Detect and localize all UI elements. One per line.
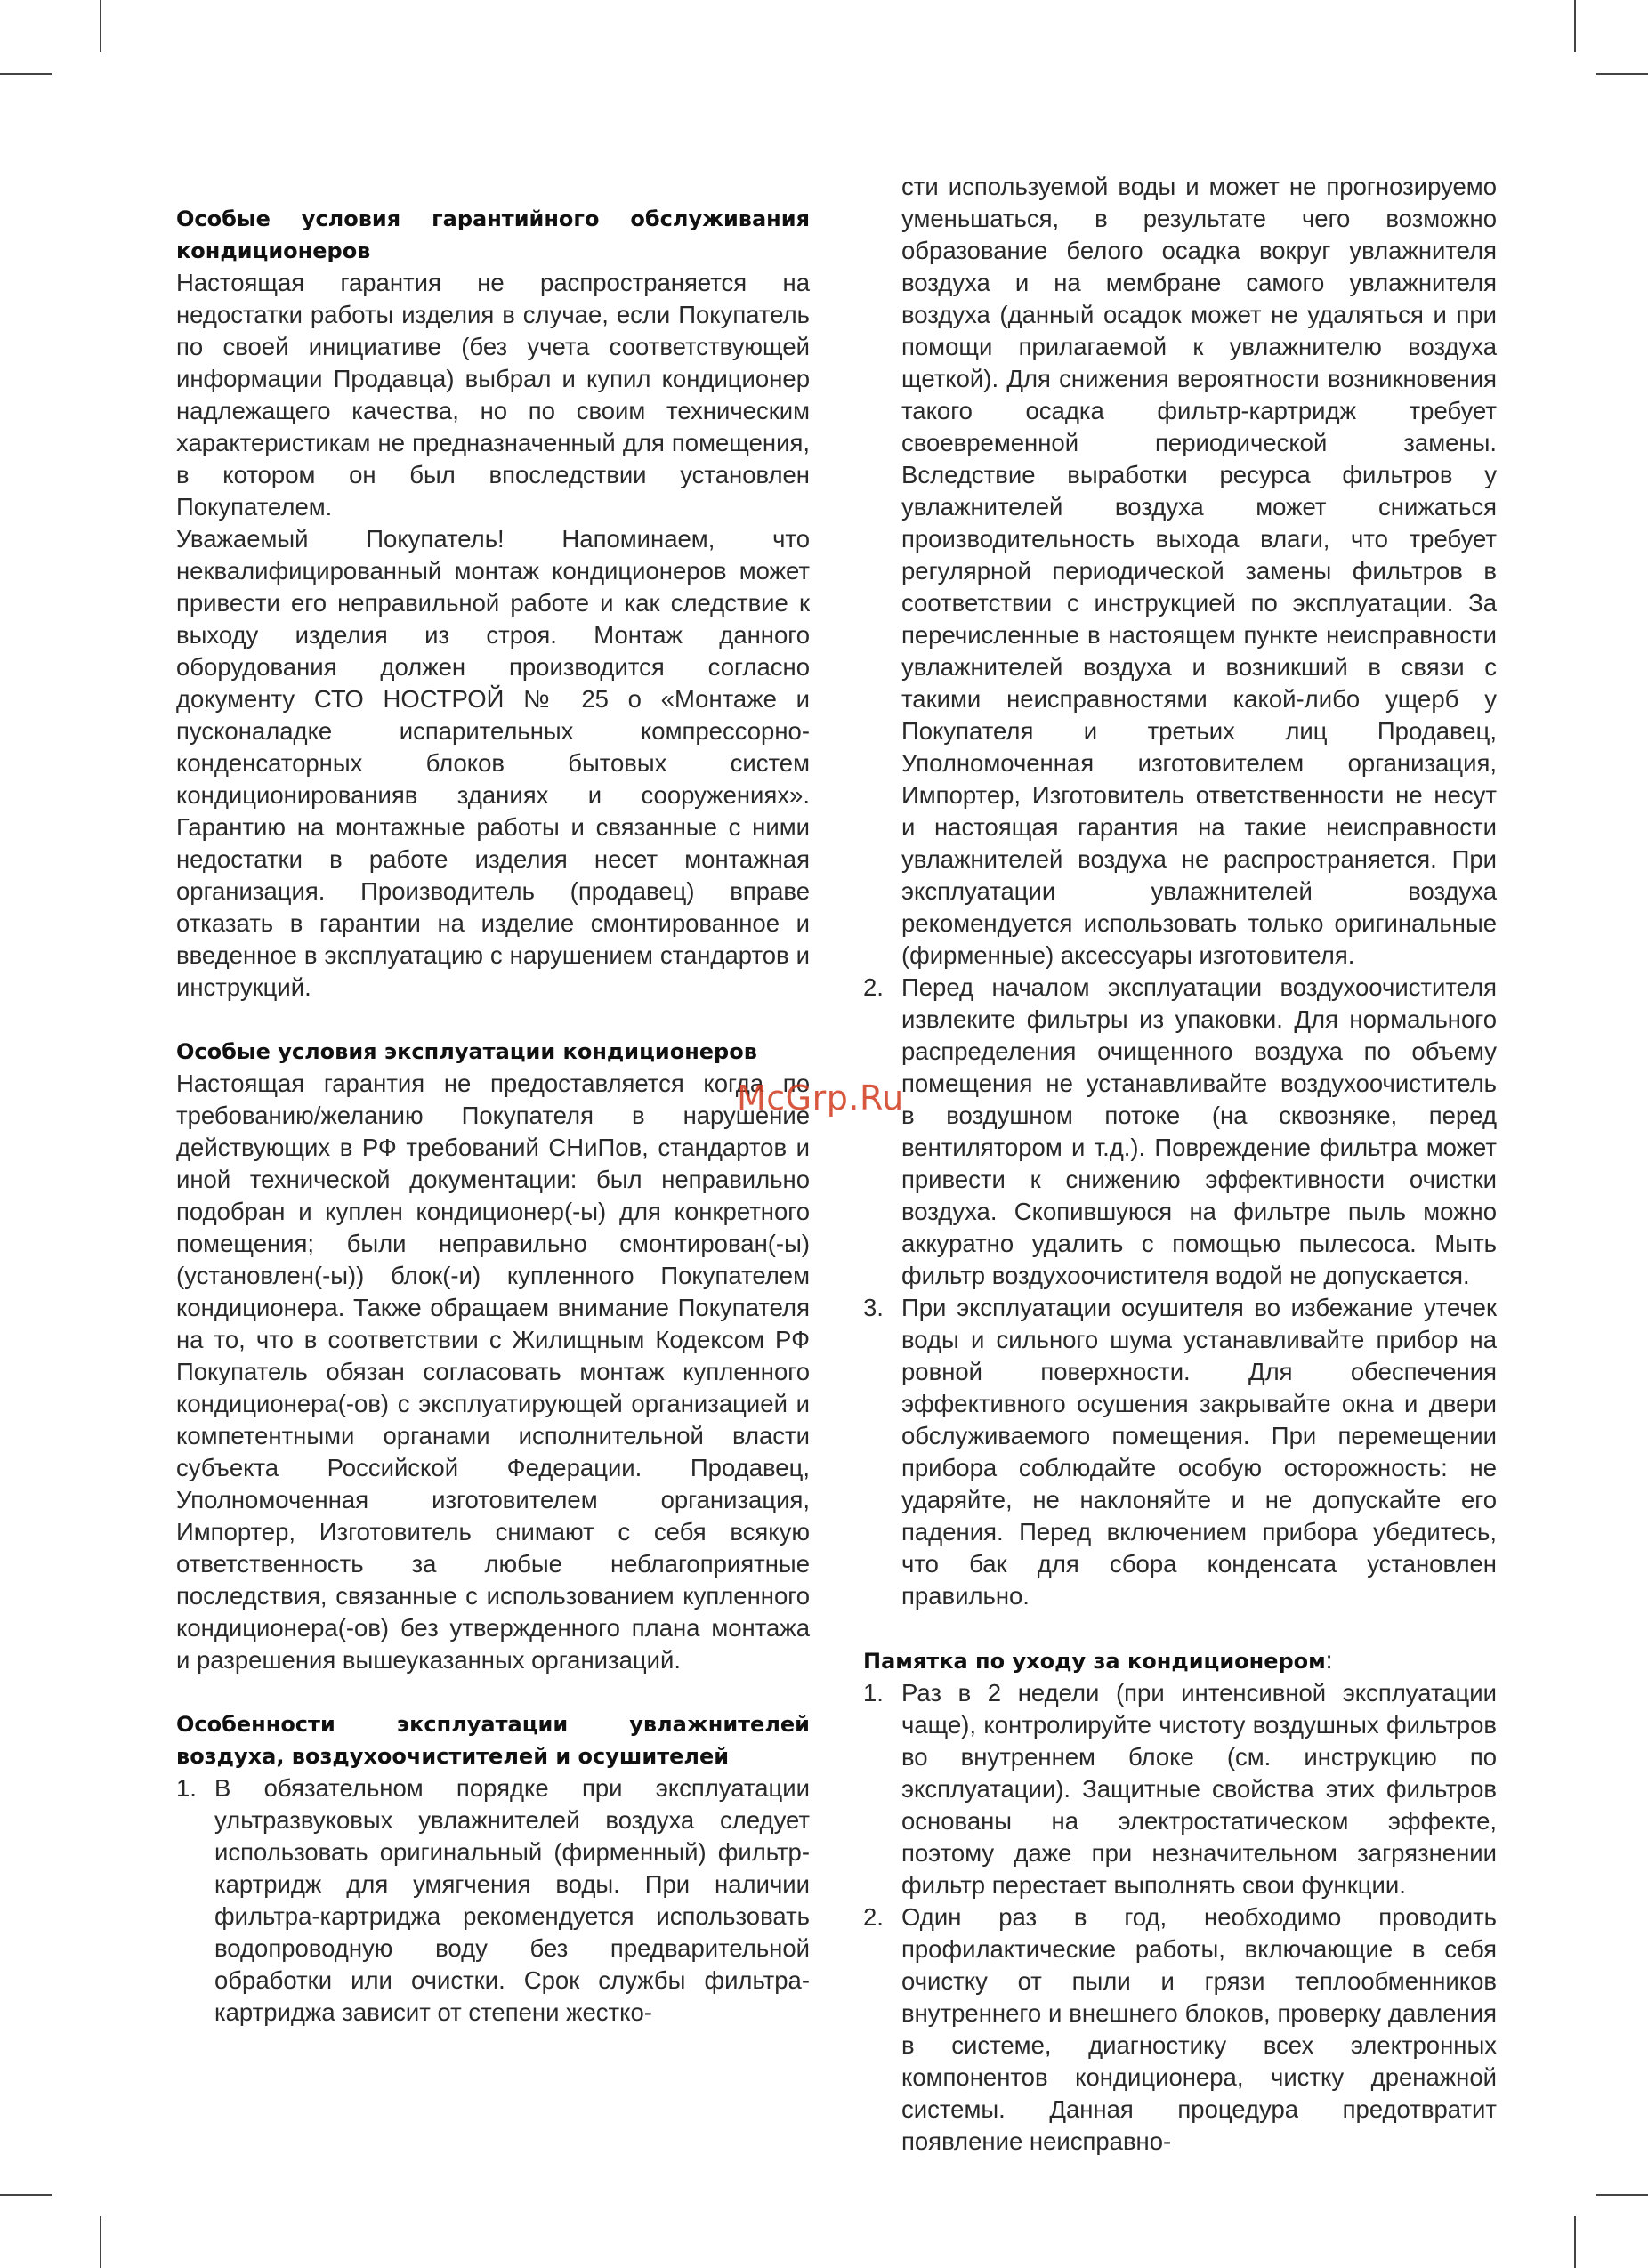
list-number: 2. bbox=[863, 973, 884, 1001]
paragraph-operation-conditions: Настоящая гарантия не предоставляется когда по требованию/желанию Покупателя в нарушение действующих в РФ требований СНиПов, стандартов и иной технической документации: был неправильно подобран и куплен кондиционер(-ы) для конкретного помещения; были неправильно смонтирован(-ы) (установлен(-ы)) блок(-и) купленного Покупателем кондиционера. Также обращаем внимание Покупателя на то, что в соответствии с Жилищным Кодексом РФ Покупатель обязан согласовать монтаж купленного кондиционера(-ов) с эксплуатирующей организацией и компетентными органами исполнительной власти субъекта Российской Федерации. Продавец, Уполномоченная изготовителем организация, Импортер, Изготовитель снимают с себя всякую ответственность за любые неблагоприятные последствия, связанные с использованием купленного кондиционера(-ов) без утвержденного плана монтажа и разрешения вышеуказанных организаций. bbox=[176, 1069, 810, 1674]
list-number: 1. bbox=[176, 1774, 197, 1802]
section-heading-care-memo bbox=[863, 1644, 1497, 1677]
list-item-text: Перед началом эксплуатации воздухоочистителя извлеките фильтры из упаковки. Для нормального распределения очищенного воздуха по объему помещения не устанавливайте воздухоочиститель в воздушном потоке (на сквозняке, перед вентилятором и т.д.). Повреждение фильтра может привести к снижению эффективности очистки воздуха. Скопившуюся на фильтре пыль можно аккуратно удалить с помощью пылесоса. Мыть фильтр воздухоочистителя водой не допускается. bbox=[901, 973, 1497, 1289]
crop-mark-top-left bbox=[100, 0, 101, 52]
list-item-continuation: сти используемой воды и может не прогнозируемо уменьшаться, в результате чего возможно образование белого осадка вокруг увлажнителя воздуха и на мембране самого увлажнителя воздуха (данный осадок может не удаляться и при помощи прилагаемой к увлажнителю воздуха щеткой). Для снижения вероятности возникновения такого осадка фильтр-картридж требует своевременной периодической замены. Вследствие выработки ресурса фильтров у увлажнителей воздуха может снижаться производительность выхода влаги, что требует регулярной периодической замены фильтров в соответствии с инструкцией по эксплуатации. За перечисленные в настоящем пункте неисправности увлажнителей воздуха и возникший в связи с такими неисправностями какой-либо ущерб у Покупателя и третьих лиц Продавец, Уполномоченная изготовителем организация, Импортер, Изготовитель ответственности не несут и настоящая гарантия на такие неисправности увлажнителей воздуха не распространяется. При эксплуатации увлажнителей воздуха рекомендуется использовать только оригинальные (фирменные) аксессуары изготовителя. bbox=[901, 173, 1497, 969]
paragraph-installation-notice: Уважаемый Покупатель! Напоминаем, что неквалифицированный монтаж кондиционеров может привести его неправильной работе и как следствие к выходу изделия из строя. Монтаж данного оборудования должен производится согласно документу СТО НОСТРОЙ № 25 о «Монтаже и пусконаладке испарительных компрессорно-конденсаторных блоков бытовых систем кондиционированияв зданиях и сооружениях». Гарантию на монтажные работы и связанные с ними недостатки в работе изделия несет монтажная организация. Производитель (продавец) вправе отказать в гарантии на изделие смонтированное и введенное в эксплуатацию с нарушением стандартов и инструкций. bbox=[176, 525, 810, 1001]
list-number: 1. bbox=[863, 1679, 884, 1707]
section-heading-warranty-service: Особые условия гарантийного обслуживания кондиционеров bbox=[176, 206, 810, 263]
crop-mark-bottom-left bbox=[100, 2216, 101, 2268]
list-item bbox=[863, 1292, 1497, 1612]
crop-mark-bottom-right bbox=[1574, 2216, 1576, 2268]
list-item-text: В обязательном порядке при эксплуатации ультразвуковых увлажнителей воздуха следует использовать оригинальный (фирменный) фильтр-картридж для умягчения воды. При наличии фильтра-картриджа рекомендуется использовать водопроводную воду без предварительной обработки или очистки. Срок службы фильтра-картриджа зависит от степени жестко- bbox=[214, 1774, 810, 2026]
crop-mark-top-right bbox=[1574, 0, 1576, 52]
section-gap bbox=[863, 1612, 1497, 1644]
list-item-text: Раз в 2 недели (при интенсивной эксплуатации чаще), контролируйте чистоту воздушных фильтров во внутреннем блоке (см. инструкцию по эксплуатации). Защитные свойства этих фильтров основаны на электростатическом эффекте, поэтому даже при незначительном загрязнении фильтр перестает выполнять свои функции. bbox=[901, 1679, 1497, 1899]
crop-mark-bottom-right-h bbox=[1596, 2194, 1648, 2196]
list-item bbox=[176, 1772, 810, 2029]
section-gap bbox=[176, 1676, 810, 1708]
list-item-text: Один раз в год, необходимо проводить профилактические работы, включающие в себя очистку от пыли и грязи теплообменников внутреннего и внешнего блоков, проверку давления в системе, диагностику всех электронных компонентов кондиционера, чистку дренажной системы. Данная процедура предотвратит появление неисправно- bbox=[901, 1903, 1497, 2155]
section-gap bbox=[176, 1004, 810, 1036]
right-column bbox=[863, 171, 1497, 2158]
crop-mark-bottom-left-h bbox=[0, 2194, 52, 2196]
care-memo-title: Памятка по уходу за кондиционером bbox=[863, 1649, 1326, 1674]
crop-mark-top-right-h bbox=[1596, 73, 1648, 75]
care-memo-colon: : bbox=[1325, 1646, 1333, 1674]
left-column bbox=[176, 203, 810, 2029]
list-item bbox=[863, 972, 1497, 1292]
list-item bbox=[863, 1677, 1497, 1901]
list-item bbox=[863, 1901, 1497, 2158]
list-number: 3. bbox=[863, 1294, 884, 1321]
watermark-logo: McGrp.Ru bbox=[737, 1078, 904, 1118]
paragraph-warranty-scope: Настоящая гарантия не распространяется на недостатки работы изделия в случае, если Покупатель по своей инициативе (без учета соответствующей информации Продавца) выбрал и купил кондиционер надлежащего качества, но по своим техническим характеристикам не предназначенный для помещения, в котором он был впоследствии установлен Покупателем. bbox=[176, 269, 810, 521]
list-item-text: При эксплуатации осушителя во избежание утечек воды и сильного шума устанавливайте прибор на ровной поверхности. Для обеспечения эффективного осушения закрывайте окна и двери обслуживаемого помещения. При перемещении прибора соблюдайте особую осторожность: не ударяйте, не наклоняйте и не допускайте его падения. Перед включением прибора убедитесь, что бак для сбора конденсата установлен правильно. bbox=[901, 1294, 1497, 1610]
list-number: 2. bbox=[863, 1903, 884, 1931]
crop-mark-top-left-h bbox=[0, 73, 52, 75]
section-heading-humidifiers: Особенности эксплуатации увлажнителей воздуха, воздухоочистителей и осушителей bbox=[176, 1712, 810, 1769]
section-heading-operation-conditions: Особые условия эксплуатации кондиционеров bbox=[176, 1039, 757, 1064]
